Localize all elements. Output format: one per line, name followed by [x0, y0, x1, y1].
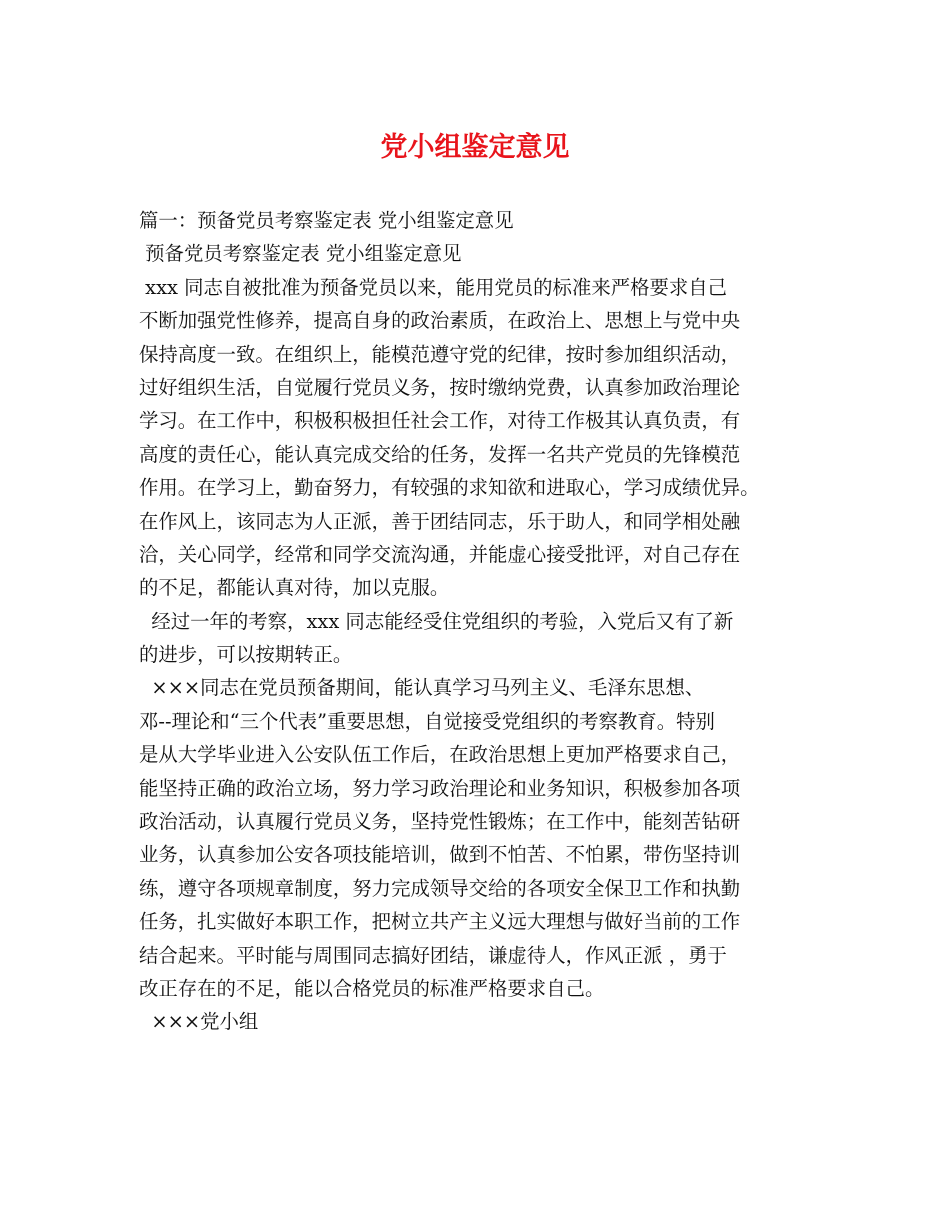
body-line: 练，遵守各项规章制度，努力完成领导交给的各项安全保卫工作和执勤	[139, 876, 741, 900]
body-line: 政治活动，认真履行党员义务，坚持党性锻炼；在工作中，能刻苦钻研	[139, 810, 741, 834]
body-line: 邓--理论和“三个代表”重要思想，自觉接受党组织的考察教育。特别	[139, 709, 715, 733]
body-line: 高度的责任心，能认真完成交给的任务，发挥一名共产党员的先锋模范	[139, 442, 741, 466]
body-line: 是从大学毕业进入公安队伍工作后，在政治思想上更加严格要求自己，	[139, 743, 741, 767]
body-line: 学习。在工作中，积极积极担任社会工作，对待工作极其认真负责，有	[139, 409, 741, 433]
body-line: 的不足，都能认真对待，加以克服。	[139, 576, 450, 600]
body-line: 结合起来。平时能与周围同志搞好团结，谦虚待人，作风正派 ，勇于	[139, 943, 727, 967]
body-line: 能坚持正确的政治立场，努力学习政治理论和业务知识，积极参加各项	[139, 776, 741, 800]
body-line: 保持高度一致。在组织上，能模范遵守党的纪律，按时参加组织活动，	[139, 342, 741, 366]
body-line: 过好组织生活，自觉履行党员义务，按时缴纳党费，认真参加政治理论	[139, 375, 741, 399]
body-line: 不断加强党性修养，提高自身的政治素质，在政治上、思想上与党中央	[139, 309, 741, 333]
document-body	[139, 204, 829, 1039]
body-line: 任务，扎实做好本职工作，把树立共产主义远大理想与做好当前的工作	[139, 910, 741, 934]
body-line: 预备党员考察鉴定表 党小组鉴定意见	[139, 242, 462, 266]
body-line: 的进步，可以按期转正。	[139, 643, 353, 667]
body-line: 改正存在的不足，能以合格党员的标准严格要求自己。	[139, 976, 605, 1000]
body-line: 篇一：预备党员考察鉴定表 党小组鉴定意见	[139, 209, 514, 232]
body-line: 洽，关心同学，经常和同学交流沟通，并能虚心接受批评，对自己存在	[139, 542, 741, 566]
body-line: ×××同志在党员预备期间，能认真学习马列主义、毛泽东思想、	[139, 676, 705, 700]
body-line: 经过一年的考察，xxx 同志能经受住党组织的考验，入党后又有了新	[139, 609, 734, 633]
document-title: 党小组鉴定意见	[380, 132, 570, 163]
body-line: xxx 同志自被批准为预备党员以来，能用党员的标准来严格要求自己	[139, 275, 728, 299]
body-line: ×××党小组	[139, 1010, 259, 1034]
body-line: 在作风上，该同志为人正派，善于团结同志，乐于助人，和同学相处融	[139, 509, 741, 533]
body-line: 作用。在学习上，勤奋努力，有较强的求知欲和进取心，学习成绩优异。	[139, 476, 760, 500]
body-line: 业务，认真参加公安各项技能培训，做到不怕苦、不怕累，带伤坚持训	[139, 843, 741, 867]
